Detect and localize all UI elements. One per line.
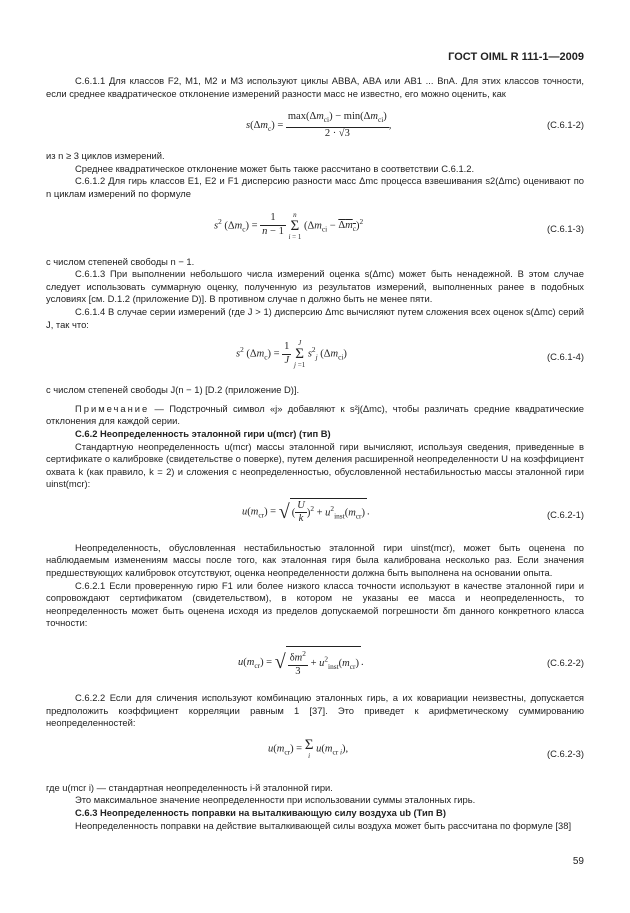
- page-header: ГОСТ OIML R 111-1—2009: [448, 51, 584, 63]
- formula-c612: [46, 109, 584, 145]
- formula-number: (C.6.2-2): [547, 657, 584, 669]
- para-where: где u(mcr i) — стандартная неопределенность i-й эталонной гири.: [46, 781, 333, 793]
- formula-c614: [46, 337, 584, 381]
- para-c614: C.6.1.4 В случае серии измерений (где J > 1) дисперсию Δmc вычисляют путем сложения всех оценок s(Δmc) серий J, так что:: [46, 305, 584, 330]
- para-cycles: из n ≥ 3 циклов измерений.: [46, 150, 165, 162]
- para-instability: Неопределенность, обусловленная нестабильностью эталонной гири uinst(mcr), может быть оценена по наблюдаемым изменениям массы после того, как эталонная гиря была калибрована несколько раз. Если значения предшествующих калибровок отсутствуют, оценка неопределенности должна быть выполнена на основании опыта.: [46, 541, 584, 579]
- formula-number: (C.6.1-3): [547, 222, 584, 234]
- formula-c613: [46, 209, 584, 253]
- para-dof-j: с числом степеней свободы J(n − 1) [D.2 (приложение D)].: [46, 384, 300, 396]
- para-c62: Стандартную неопределенность u(mcr) массы эталонной гири вычисляют, используя сведения, приведенные в сертификате о калибровке (свидетельстве о поверке), путем деления расширенной неопределенности U на коэффициент охвата k (как правило, k = 2) и сложения с неопределенностью, обусловленной нестабильностью массы эталонной гири uinst(mcr):: [46, 440, 584, 490]
- formula-body: $s^2$ $(\Delta m_c)$ = $\frac{1}{n - 1}$ n Σ i = 1 $(\Delta m_{ci} - \Delta m_c)^2$: [214, 210, 364, 241]
- formula-body: $u(m_{cr})$ = √ ( $\frac{U}{k}$ )$^2 + u^2_{inst}(m_{cr})$ .: [242, 499, 370, 525]
- formula-number: (C.6.2-3): [547, 747, 584, 759]
- heading-c62: C.6.2 Неопределенность эталонной гири u(mcr) (тип В): [75, 427, 331, 439]
- para-std-dev: Среднее квадратическое отклонение может быть также рассчитано в соответствии C.6.1.2.: [75, 162, 475, 174]
- formula-body: $s(\Delta m_c)$ = $\frac{\max(\Delta m_{ci}) - \min(\Delta m_{ci})}{2 \cdot √3}$ ,: [246, 111, 392, 139]
- note-label: Примечание: [75, 402, 150, 414]
- formula-number: (C.6.1-2): [547, 119, 584, 131]
- page-number: 59: [572, 856, 584, 867]
- page-body: [46, 73, 584, 832]
- formula-c621: [46, 496, 584, 536]
- formula-body: $u(m_{cr})$ = Σ i $u(m_{cr i})$,: [268, 736, 349, 760]
- formula-number: (C.6.1-4): [547, 351, 584, 363]
- note-text: — Подстрочный символ «j» добавляют к s²j(Δmc), чтобы различать средние квадратические отклонения для каждой серии.: [46, 402, 584, 427]
- para-max: Это максимальное значение неопределенности при использовании суммы эталонных гирь.: [75, 794, 476, 806]
- formula-number: (C.6.2-1): [547, 508, 584, 520]
- para-c63: Неопределенность поправки на действие выталкивающей силы воздуха может быть рассчитана по формуле [38]: [75, 819, 572, 831]
- para-c611: C.6.1.1 Для классов F2, M1, M2 и M3 используют циклы ABBA, ABA или AB1 ... BnA. Для этих классов точности, если среднее квадратическое отклонение измерений разности масс не известно, его можно оценить, как: [46, 75, 584, 99]
- para-dof: с числом степеней свободы n − 1.: [46, 255, 195, 267]
- formula-body: $u(m_{cr})$ = √ $\frac{\delta m^2}{3}$ + $u^2_{inst}(m_{cr})$ .: [238, 646, 364, 679]
- note: [46, 403, 584, 428]
- heading-c63: C.6.3 Неопределенность поправки на выталкивающую силу воздуха ub (Тип В): [75, 807, 446, 818]
- formula-c623: [46, 736, 584, 776]
- para-c622: C.6.2.2 Если для сличения используют комбинацию эталонных гирь, а их ковариации неизвестны, допускается предположить коэффициент корреляции равным 1 [37]. Это приведет к арифметическому суммированию неопределенностей:: [46, 692, 584, 729]
- para-c612: C.6.1.2 Для гирь классов E1, E2 и F1 дисперсию разности масс Δmc процесса взвешивания s2(Δmc) оценивают по n циклам измерений по формуле: [46, 175, 584, 199]
- para-c621: C.6.2.1 Если проверенную гирю F1 или более низкого класса точности используют в качестве эталонной гири и сопровождают сертификатом (свидетельством), в котором не указаны ее масса и неопределенность, то неопределенность может быть оценена исходя из пределов допускаемой погрешности δm данного конкретного класса точности:: [46, 579, 584, 629]
- formula-body: $s^2$ $(\Delta m_c)$ = $\frac{1}{J}$ J Σ j =1 $s^2_j$ $(\Delta m_{ci})$: [236, 339, 347, 370]
- para-c613: C.6.1.3 При выполнении небольшого числа измерений оценка s(Δmc) может быть ненадежной. В этом случае следует использовать суммарную оценку, полученную из результатов измерений, выполненных ранее в подобных условиях [см. D.1.2 (приложение D)]. В противном случае n должно быть не менее пяти.: [46, 268, 584, 305]
- formula-c622: [46, 644, 584, 684]
